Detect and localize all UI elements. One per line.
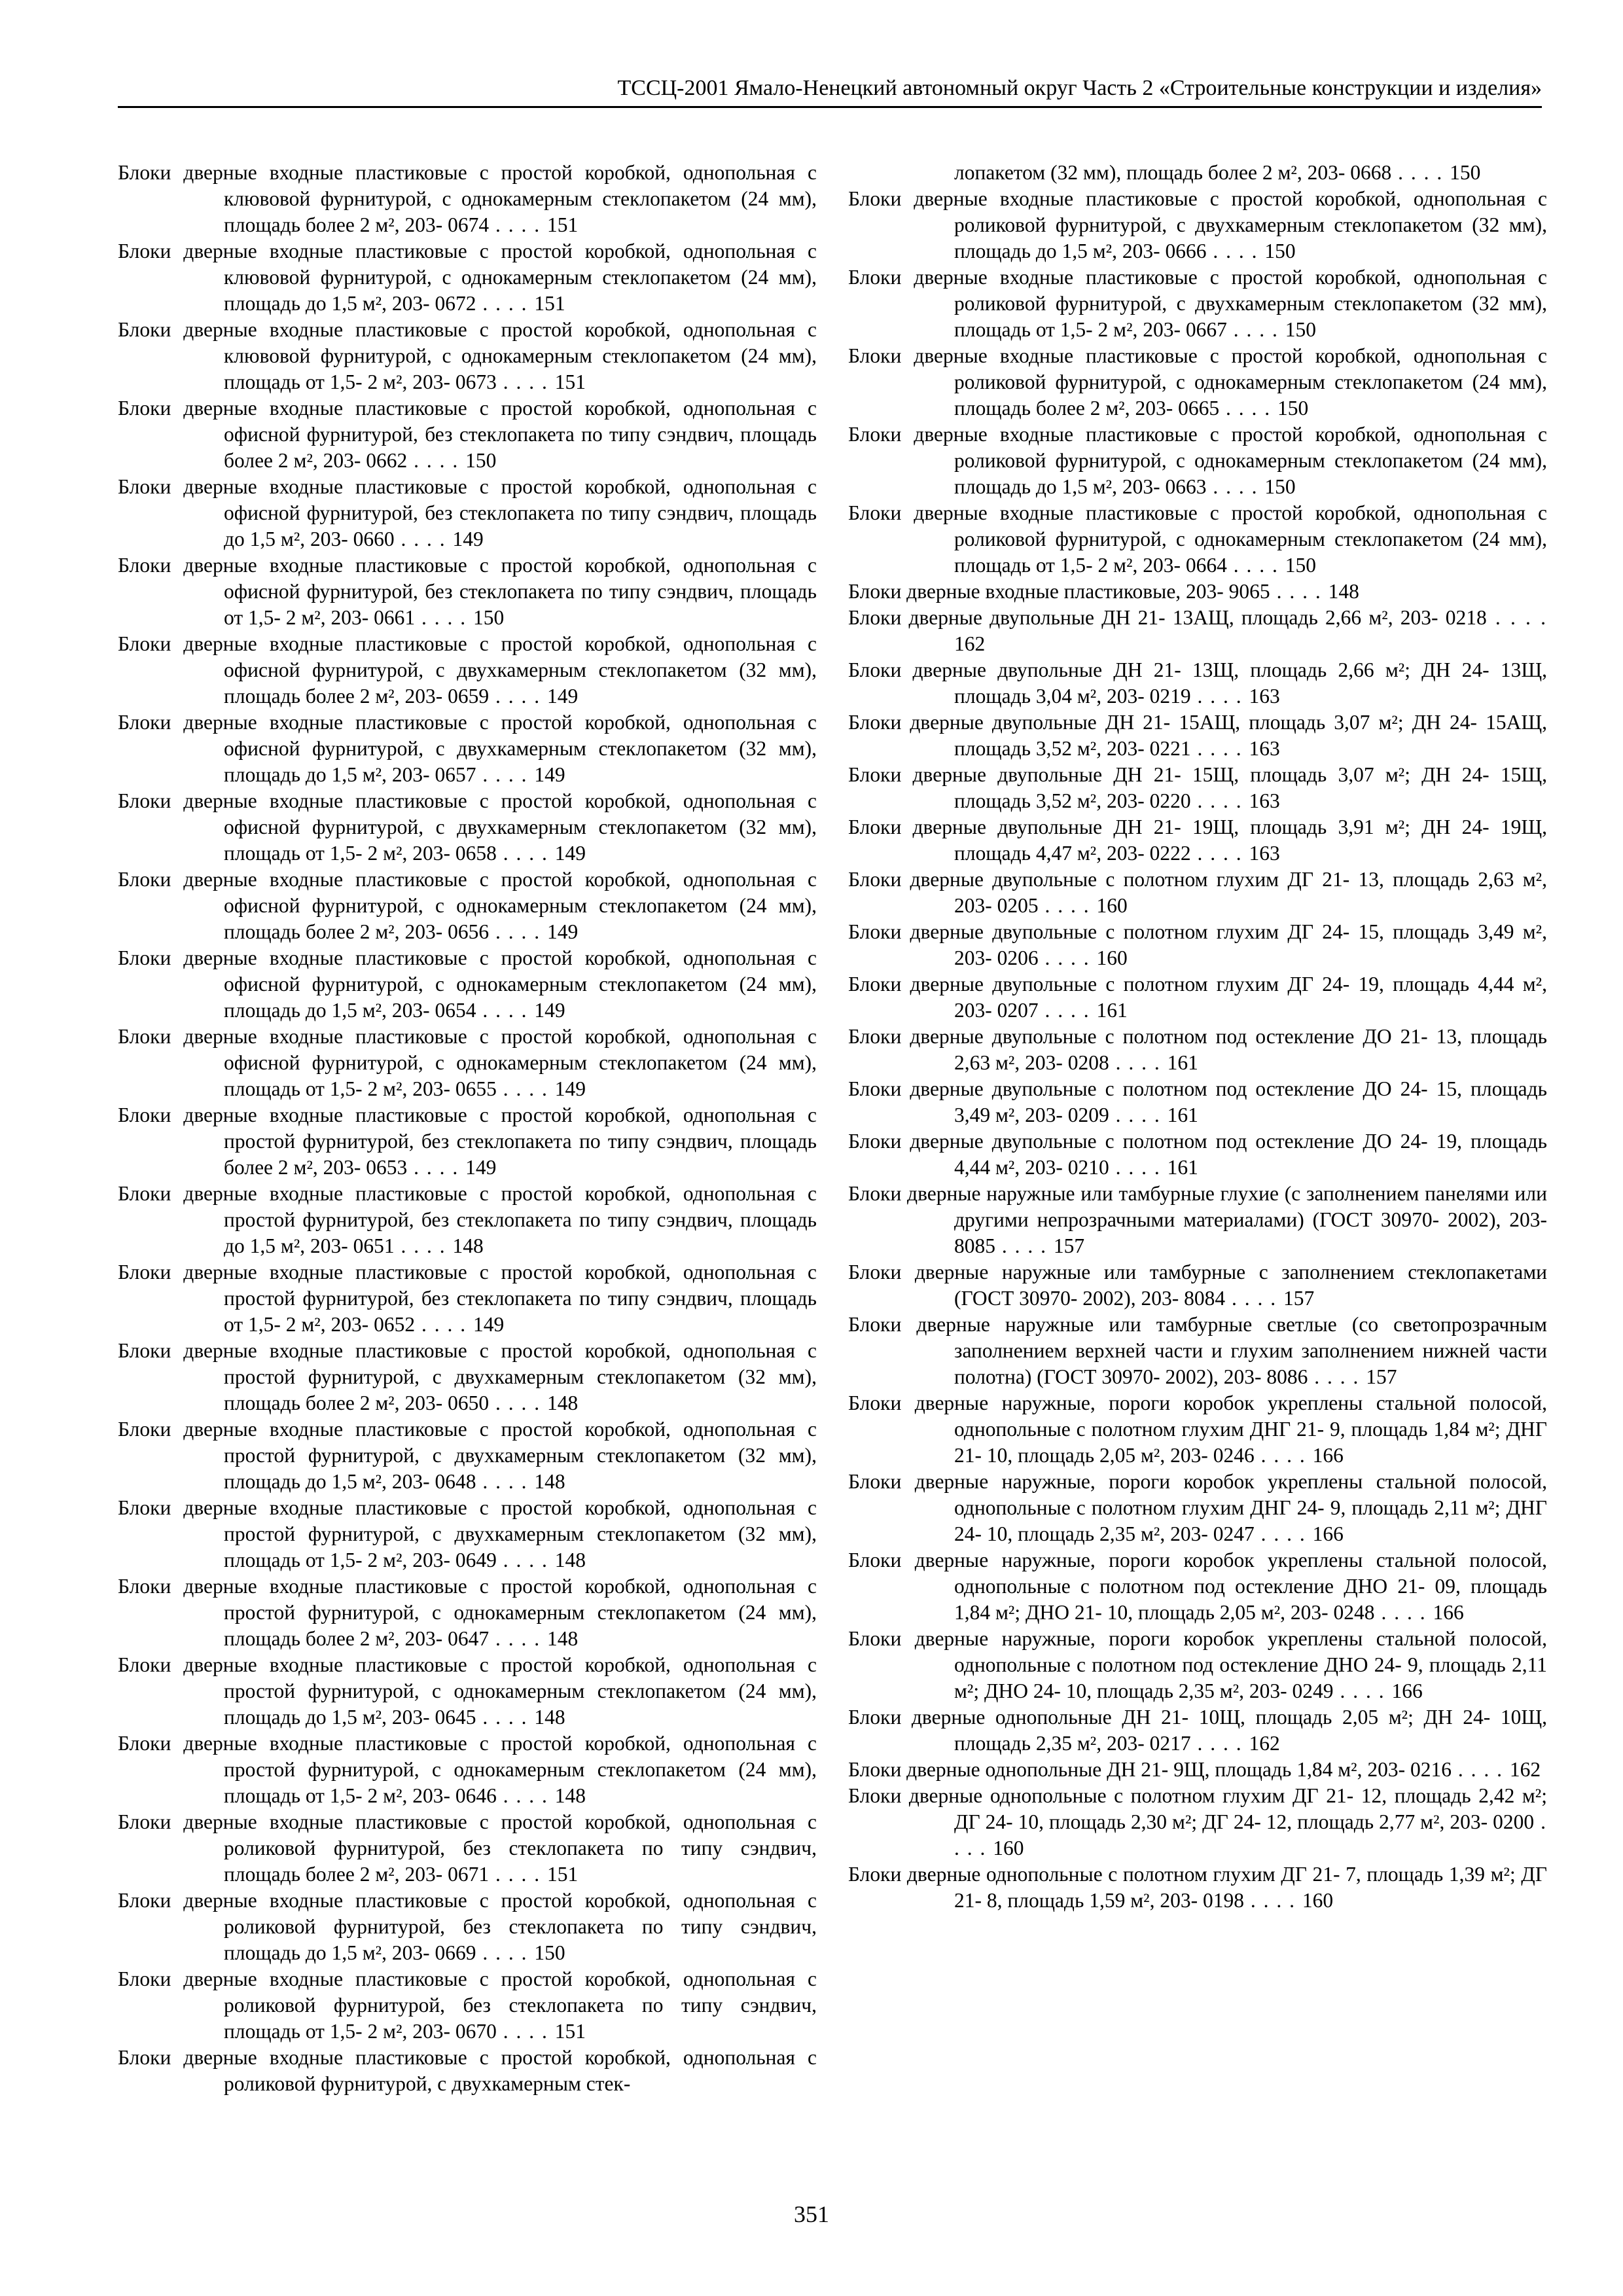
index-entry-text: Блоки дверные входные пластиковые с простой коробкой, однопольная с роликовой фурнитурой, с двухкамерным стеклопакетом (32 мм), площадь от 1,5- 2 м², 203- 0667 xyxy=(848,266,1547,341)
dot-leader: . . . . xyxy=(476,292,535,315)
index-entry xyxy=(118,1731,817,1809)
index-entry-text: Блоки дверные входные пластиковые с простой коробкой, однопольная с офисной фурнитурой, с однокамерным стеклопакетом (24 мм), площадь от 1,5- 2 м², 203- 0655 xyxy=(118,1025,817,1100)
index-entry xyxy=(118,1652,817,1731)
dot-leader: . . . . xyxy=(1109,1156,1168,1179)
index-entry-text: Блоки дверные входные пластиковые с простой коробкой, однопольная с роликовой фурнитурой, без стеклопакета по типу сэндвич, площадь более 2 м², 203- 0671 xyxy=(118,1810,817,1886)
index-entry xyxy=(848,1757,1547,1783)
dot-leader: . . . . xyxy=(1451,1758,1510,1781)
dot-leader: . . . . xyxy=(1109,1051,1168,1074)
index-entry-text: Блоки дверные входные пластиковые с простой коробкой, однопольная с офисной фурнитурой, с двухкамерным стеклопакетом (32 мм), площадь более 2 м², 203- 0659 xyxy=(118,632,817,708)
dot-leader: . . . . xyxy=(496,842,555,865)
index-entry-page: 148 xyxy=(554,1549,586,1571)
index-entry-text: Блоки дверные двупольные с полотном под остекление ДО 24- 15, площадь 3,49 м², 203- 0209 xyxy=(848,1077,1547,1126)
index-entry xyxy=(848,1390,1547,1469)
dot-leader: . . . . xyxy=(489,1391,547,1414)
index-entry-text: Блоки дверные входные пластиковые с простой коробкой, однопольная с офисной фурнитурой, без стеклопакета по типу сэндвич, площадь от 1,5- 2 м², 203- 0661 xyxy=(118,554,817,629)
index-entry-page: 151 xyxy=(547,213,579,236)
index-entry-page: 149 xyxy=(547,685,579,708)
dot-leader: . . . . xyxy=(1190,737,1249,760)
dot-leader: . . . . xyxy=(1391,161,1450,184)
index-entry xyxy=(848,919,1547,971)
dot-leader: . . . . xyxy=(394,528,453,550)
dot-leader: . . . . xyxy=(394,1234,453,1257)
index-entry-text: Блоки дверные входные пластиковые с простой коробкой, однопольная с роликовой фурнитурой, без стеклопакета по типу сэндвич, площадь до 1,5 м², 203- 0669 xyxy=(118,1889,817,1964)
dot-leader: . . . . xyxy=(1038,946,1097,969)
dot-leader: . . . . xyxy=(496,370,555,393)
index-entry-page: 161 xyxy=(1167,1156,1198,1179)
index-entry-text: Блоки дверные двупольные с полотном глухим ДГ 21- 13, площадь 2,63 м², 203- 0205 xyxy=(848,868,1547,917)
index-entry-page: 157 xyxy=(1366,1365,1397,1388)
index-entry-text: Блоки дверные наружные, пороги коробок укреплены стальной полосой, однопольные с полотном под остекление ДНО 24- 9, площадь 2,11 м²; ДНО 24- 10, площадь 2,35 м², 203- 0249 xyxy=(848,1627,1547,1702)
index-entry-text: Блоки дверные двупольные с полотном под остекление ДО 24- 19, площадь 4,44 м², 203- 0210 xyxy=(848,1130,1547,1179)
index-entry-page: 151 xyxy=(534,292,565,315)
index-entry-text: Блоки дверные входные пластиковые с простой коробкой, однопольная с простой фурнитурой, без стеклопакета по типу сэндвич, площадь до 1,5 м², 203- 0651 xyxy=(118,1182,817,1257)
index-entry-text: Блоки дверные входные пластиковые с простой коробкой, однопольная с офисной фурнитурой, с однокамерным стеклопакетом (24 мм), площадь до 1,5 м², 203- 0654 xyxy=(118,946,817,1022)
dot-leader: . . . . xyxy=(489,685,547,708)
dot-leader: . . . . xyxy=(1219,397,1277,420)
dot-leader: . . . . xyxy=(1486,606,1548,629)
index-entry-text: Блоки дверные однопольные с полотном глухим ДГ 21- 7, площадь 1,39 м²; ДГ 21- 8, площадь 1,59 м², 203- 0198 xyxy=(848,1863,1547,1912)
index-entry-page: 149 xyxy=(554,1077,586,1100)
index-entry-page: 160 xyxy=(1302,1889,1334,1912)
index-entry-text: Блоки дверные двупольные ДН 21- 15Щ, площадь 3,07 м²; ДН 24- 15Щ, площадь 3,52 м², 203- 0220 xyxy=(848,763,1547,812)
index-entry-text: Блоки дверные входные пластиковые с простой коробкой, однопольная с офисной фурнитурой, без стеклопакета по типу сэндвич, площадь до 1,5 м², 203- 0660 xyxy=(118,475,817,550)
index-entry-page: 149 xyxy=(465,1156,497,1179)
index-entry xyxy=(848,1128,1547,1181)
dot-leader: . . . . xyxy=(489,1627,547,1650)
index-entry-page: 162 xyxy=(1509,1758,1541,1781)
dot-leader: . . . . xyxy=(496,1549,555,1571)
index-entry xyxy=(848,1181,1547,1259)
index-entry-text: Блоки дверные двупольные ДН 21- 13Щ, площадь 2,66 м²; ДН 24- 13Щ, площадь 3,04 м², 203- 0219 xyxy=(848,658,1547,708)
index-entry-text: Блоки дверные входные пластиковые с простой коробкой, однопольная с простой фурнитурой, без стеклопакета по типу сэндвич, площадь более 2 м², 203- 0653 xyxy=(118,1103,817,1179)
index-entry xyxy=(118,395,817,474)
index-entry-page: 148 xyxy=(547,1627,579,1650)
index-entry-text: Блоки дверные двупольные с полотном глухим ДГ 24- 19, площадь 4,44 м², 203- 0207 xyxy=(848,973,1547,1022)
index-entry xyxy=(848,971,1547,1024)
index-entry-page: 150 xyxy=(1450,161,1481,184)
dot-leader: . . . . xyxy=(476,1470,535,1493)
index-entry xyxy=(848,343,1547,422)
index-entry-text: Блоки дверные входные пластиковые с простой коробкой, однопольная с клювовой фурнитурой, с однокамерным стеклопакетом (24 мм), площадь от 1,5- 2 м², 203- 0673 xyxy=(118,318,817,393)
index-entry-page: 148 xyxy=(547,1391,579,1414)
index-entry-page: 160 xyxy=(1096,946,1128,969)
index-entry-text: Блоки дверные входные пластиковые с простой коробкой, однопольная с офисной фурнитурой, с двухкамерным стеклопакетом (32 мм), площадь до 1,5 м², 203- 0657 xyxy=(118,711,817,786)
running-header xyxy=(118,72,1542,108)
index-entry-text: Блоки дверные наружные, пороги коробок укреплены стальной полосой, однопольные с полотном глухим ДНГ 21- 9, площадь 1,84 м²; ДНГ 21- 10, площадь 2,05 м², 203- 0246 xyxy=(848,1391,1547,1467)
index-entry xyxy=(848,186,1547,264)
index-entry xyxy=(118,1966,817,2045)
index-entry-page: 151 xyxy=(554,370,586,393)
index-entry-text: Блоки дверные входные пластиковые с простой коробкой, однопольная с простой фурнитурой, с однокамерным стеклопакетом (24 мм), площадь от 1,5- 2 м², 203- 0646 xyxy=(118,1732,817,1807)
index-entry-page: 163 xyxy=(1249,789,1280,812)
index-entry xyxy=(118,1102,817,1181)
index-entry-text: лопакетом (32 мм), площадь более 2 м², 203- 0668 xyxy=(954,161,1392,184)
index-entry-page: 163 xyxy=(1249,842,1280,865)
index-entry-page: 149 xyxy=(534,999,565,1022)
index-entry-text: Блоки дверные входные пластиковые с простой коробкой, однопольная с простой фурнитурой, с двухкамерным стеклопакетом (32 мм), площадь до 1,5 м², 203- 0648 xyxy=(118,1418,817,1493)
dot-leader: . . . . xyxy=(476,1706,535,1729)
index-entry-text: Блоки дверные входные пластиковые с простой коробкой, однопольная с простой фурнитурой, без стеклопакета по типу сэндвич, площадь от 1,5- 2 м², 203- 0652 xyxy=(118,1261,817,1336)
index-entry xyxy=(848,1469,1547,1547)
index-entry-page: 162 xyxy=(954,632,986,655)
index-entry-page: 163 xyxy=(1249,737,1280,760)
index-entry xyxy=(848,762,1547,814)
index-entry xyxy=(848,1259,1547,1312)
index-entry-page: 149 xyxy=(452,528,484,550)
index-entry xyxy=(848,814,1547,867)
dot-leader: . . . . xyxy=(1270,580,1329,603)
dot-leader: . . . . xyxy=(407,449,466,472)
dot-leader: . . . . xyxy=(1038,894,1097,917)
index-entry-text: Блоки дверные входные пластиковые с простой коробкой, однопольная с офисной фурнитурой, с однокамерным стеклопакетом (24 мм), площадь более 2 м², 203- 0656 xyxy=(118,868,817,943)
index-entry-page: 160 xyxy=(993,1837,1024,1859)
index-entry-page: 150 xyxy=(1277,397,1309,420)
index-entry xyxy=(848,709,1547,762)
dot-leader: . . . . xyxy=(1254,1444,1313,1467)
dot-leader: . . . . xyxy=(1038,999,1097,1022)
index-entry-page: 149 xyxy=(534,763,565,786)
index-entry-page: 162 xyxy=(1249,1732,1280,1755)
dot-leader: . . . . xyxy=(1243,1889,1302,1912)
index-entry xyxy=(118,238,817,317)
dot-leader: . . . . xyxy=(1109,1103,1168,1126)
index-entry xyxy=(848,1024,1547,1076)
index-entry-page: 151 xyxy=(554,2020,586,2043)
index-entry-text: Блоки дверные однопольные с полотном глухим ДГ 21- 12, площадь 2,42 м²; ДГ 24- 10, площадь 2,30 м²; ДГ 24- 12, площадь 2,77 м², 203- 0200 xyxy=(848,1784,1547,1833)
index-entry-page: 160 xyxy=(1096,894,1128,917)
index-entry xyxy=(118,1259,817,1338)
index-entry-text: Блоки дверные входные пластиковые с простой коробкой, однопольная с простой фурнитурой, с двухкамерным стеклопакетом (32 мм), площадь от 1,5- 2 м², 203- 0649 xyxy=(118,1496,817,1571)
index-entry xyxy=(848,1547,1547,1626)
index-entry xyxy=(118,709,817,788)
index-entry-page: 166 xyxy=(1433,1601,1464,1624)
dot-leader: . . . . xyxy=(1226,554,1285,577)
index-entry xyxy=(848,1861,1547,1914)
dot-leader: . . . . xyxy=(489,920,547,943)
dot-leader: . . . . xyxy=(1190,789,1249,812)
dot-leader: . . . . xyxy=(1190,842,1249,865)
index-entry-page: 157 xyxy=(1283,1287,1315,1310)
index-entry xyxy=(848,500,1547,579)
index-column-left xyxy=(118,160,817,2097)
index-entry-page: 148 xyxy=(1328,580,1359,603)
index-entry xyxy=(118,631,817,709)
page-number: 351 xyxy=(794,2201,829,2227)
dot-leader: . . . . xyxy=(415,606,473,629)
index-entry-text: Блоки дверные входные пластиковые с простой коробкой, однопольная с клювовой фурнитурой, с однокамерным стеклопакетом (24 мм), площадь до 1,5 м², 203- 0672 xyxy=(118,240,817,315)
index-entry-page: 166 xyxy=(1312,1522,1344,1545)
index-entry-text: Блоки дверные входные пластиковые с простой коробкой, однопольная с простой фурнитурой, с однокамерным стеклопакетом (24 мм), площадь более 2 м², 203- 0647 xyxy=(118,1575,817,1650)
index-entry-text: Блоки дверные двупольные ДН 21- 15АЩ, площадь 3,07 м²; ДН 24- 15АЩ, площадь 3,52 м², 203- 0221 xyxy=(848,711,1547,760)
dot-leader: . . . . xyxy=(954,1810,1547,1859)
index-entry-text: Блоки дверные входные пластиковые с простой коробкой, однопольная с роликовой фурнитурой, с однокамерным стеклопакетом (24 мм), площадь до 1,5 м², 203- 0663 xyxy=(848,423,1547,498)
index-entry-page: 149 xyxy=(547,920,579,943)
dot-leader: . . . . xyxy=(476,1941,535,1964)
index-entry-text: Блоки дверные входные пластиковые с простой коробкой, однопольная с роликовой фурнитурой, с однокамерным стеклопакетом (24 мм), площадь более 2 м², 203- 0665 xyxy=(848,344,1547,420)
dot-leader: . . . . xyxy=(1206,240,1265,262)
index-entry-page: 148 xyxy=(554,1784,586,1807)
index-entry-page: 150 xyxy=(1285,318,1317,341)
dot-leader: . . . . xyxy=(476,763,535,786)
index-entry-text: Блоки дверные входные пластиковые с простой коробкой, однопольная с роликовой фурнитурой, с двухкамерным стеклопакетом (32 мм), площадь до 1,5 м², 203- 0666 xyxy=(848,187,1547,262)
index-entry xyxy=(848,422,1547,500)
index-entry-page: 161 xyxy=(1167,1103,1198,1126)
index-entry xyxy=(848,605,1547,657)
dot-leader: . . . . xyxy=(1308,1365,1366,1388)
index-entry-page: 163 xyxy=(1249,685,1280,708)
index-entry-text: Блоки дверные входные пластиковые с простой коробкой, однопольная с роликовой фурнитурой, с однокамерным стеклопакетом (24 мм), площадь от 1,5- 2 м², 203- 0664 xyxy=(848,501,1547,577)
index-entry-page: 150 xyxy=(1264,240,1296,262)
index-entry xyxy=(118,1416,817,1495)
index-entry xyxy=(118,1338,817,1416)
dot-leader: . . . . xyxy=(1190,1732,1249,1755)
index-entry xyxy=(848,867,1547,919)
index-entry-page: 150 xyxy=(1285,554,1317,577)
index-entry-page: 150 xyxy=(465,449,497,472)
index-entry-text: Блоки дверные наружные или тамбурные с заполнением стеклопакетами (ГОСТ 30970- 2002), 203- 8084 xyxy=(848,1261,1547,1310)
index-entry-page: 148 xyxy=(534,1470,565,1493)
dot-leader: . . . . xyxy=(1226,318,1285,341)
index-entry xyxy=(118,160,817,238)
index-entry-text: Блоки дверные двупольные ДН 21- 19Щ, площадь 3,91 м²; ДН 24- 19Щ, площадь 4,47 м², 203- 0222 xyxy=(848,816,1547,865)
index-entry xyxy=(118,1809,817,1888)
index-entry-text: Блоки дверные входные пластиковые с простой коробкой, однопольная с простой фурнитурой, с однокамерным стеклопакетом (24 мм), площадь до 1,5 м², 203- 0645 xyxy=(118,1653,817,1729)
index-entry-text: Блоки дверные однопольные ДН 21- 10Щ, площадь 2,05 м²; ДН 24- 10Щ, площадь 2,35 м², 203- 0217 xyxy=(848,1706,1547,1755)
dot-leader: . . . . xyxy=(1206,475,1265,498)
index-entry-text: Блоки дверные наружные, пороги коробок укреплены стальной полосой, однопольные с полотном глухим ДНГ 24- 9, площадь 2,11 м²; ДНГ 24- 10, площадь 2,35 м², 203- 0247 xyxy=(848,1470,1547,1545)
index-entry-page: 148 xyxy=(534,1706,565,1729)
index-entry-page: 166 xyxy=(1312,1444,1344,1467)
index-entry xyxy=(118,1181,817,1259)
index-entry-page: 161 xyxy=(1096,999,1128,1022)
index-entry-page: 161 xyxy=(1167,1051,1198,1074)
index-entry-text: Блоки дверные входные пластиковые с простой коробкой, однопольная с клювовой фурнитурой, с однокамерным стеклопакетом (24 мм), площадь более 2 м², 203- 0674 xyxy=(118,161,817,236)
index-entry-text: Блоки дверные входные пластиковые с простой коробкой, однопольная с офисной фурнитурой, без стеклопакета по типу сэндвич, площадь более 2 м², 203- 0662 xyxy=(118,397,817,472)
index-entry-page: 151 xyxy=(547,1863,579,1886)
dot-leader: . . . . xyxy=(1374,1601,1433,1624)
index-entry xyxy=(118,1573,817,1652)
index-entry-text: Блоки дверные входные пластиковые с простой коробкой, однопольная с офисной фурнитурой, с двухкамерным стеклопакетом (32 мм), площадь от 1,5- 2 м², 203- 0658 xyxy=(118,789,817,865)
dot-leader: . . . . xyxy=(1225,1287,1284,1310)
index-entry-text: Блоки дверные входные пластиковые с простой коробкой, однопольная с роликовой фурнитурой, с двухкамерным стек- xyxy=(118,2046,817,2095)
index-entry xyxy=(118,317,817,395)
index-entry-text: Блоки дверные двупольные ДН 21- 13АЩ, площадь 2,66 м², 203- 0218 xyxy=(848,606,1487,629)
index-entry-page: 166 xyxy=(1391,1679,1423,1702)
dot-leader: . . . . xyxy=(476,999,535,1022)
index-entry-text: Блоки дверные входные пластиковые с простой коробкой, однопольная с простой фурнитурой, с двухкамерным стеклопакетом (32 мм), площадь более 2 м², 203- 0650 xyxy=(118,1339,817,1414)
header-title: ТССЦ-2001 Ямало-Ненецкий автономный округ Часть 2 «Строительные конструкции и изделия» xyxy=(617,76,1542,100)
index-column-right xyxy=(848,160,1547,1914)
index-entry-text: Блоки дверные двупольные с полотном под остекление ДО 21- 13, площадь 2,63 м², 203- 0208 xyxy=(848,1025,1547,1074)
index-entry-text: Блоки дверные входные пластиковые, 203- 9065 xyxy=(848,580,1270,603)
index-entry xyxy=(848,657,1547,709)
index-entry-page: 149 xyxy=(473,1313,505,1336)
dot-leader: . . . . xyxy=(496,1077,555,1100)
index-entry-text: Блоки дверные наружные, пороги коробок укреплены стальной полосой, однопольные с полотном под остекление ДНО 21- 09, площадь 1,84 м²; ДНО 21- 10, площадь 2,05 м², 203- 0248 xyxy=(848,1549,1547,1624)
index-entry xyxy=(118,1888,817,1966)
dot-leader: . . . . xyxy=(496,1784,555,1807)
index-entry-page: 149 xyxy=(554,842,586,865)
index-entry-text: Блоки дверные входные пластиковые с простой коробкой, однопольная с роликовой фурнитурой, без стеклопакета по типу сэндвич, площадь от 1,5- 2 м², 203- 0670 xyxy=(118,1967,817,2043)
dot-leader: . . . . xyxy=(1333,1679,1392,1702)
index-entry-page: 150 xyxy=(534,1941,565,1964)
index-entry xyxy=(118,474,817,552)
dot-leader: . . . . xyxy=(489,213,547,236)
index-entry xyxy=(118,867,817,945)
index-entry xyxy=(848,579,1547,605)
index-entry-page: 148 xyxy=(452,1234,484,1257)
index-entry xyxy=(848,1312,1547,1390)
index-entry xyxy=(848,264,1547,343)
index-entry-text: Блоки дверные двупольные с полотном глухим ДГ 24- 15, площадь 3,49 м², 203- 0206 xyxy=(848,920,1547,969)
index-entry-page: 150 xyxy=(1264,475,1296,498)
index-entry xyxy=(848,1783,1547,1861)
index-entry xyxy=(118,1495,817,1573)
index-entry-text: Блоки дверные однопольные ДН 21- 9Щ, площадь 1,84 м², 203- 0216 xyxy=(848,1758,1452,1781)
index-entry xyxy=(848,1704,1547,1757)
index-entry-text: Блоки дверные наружные или тамбурные светлые (со светопрозрачным заполнением верхней части и глухим заполнением нижней части полотна) (ГОСТ 30970- 2002), 203- 8086 xyxy=(848,1313,1547,1388)
index-entry xyxy=(848,1076,1547,1128)
index-entry xyxy=(118,2045,817,2097)
index-entry-page: 157 xyxy=(1053,1234,1085,1257)
dot-leader: . . . . xyxy=(995,1234,1054,1257)
dot-leader: . . . . xyxy=(496,2020,555,2043)
index-entry xyxy=(118,788,817,867)
index-entry-page: 150 xyxy=(473,606,505,629)
index-entry xyxy=(848,1626,1547,1704)
index-entry xyxy=(118,945,817,1024)
dot-leader: . . . . xyxy=(489,1863,547,1886)
dot-leader: . . . . xyxy=(415,1313,473,1336)
dot-leader: . . . . xyxy=(1190,685,1249,708)
index-entry-text: Блоки дверные наружные или тамбурные глухие (с заполнением панелями или другими непрозрачными материалами) (ГОСТ 30970- 2002), 203- 8085 xyxy=(848,1182,1547,1257)
index-entry xyxy=(848,160,1547,186)
index-entry xyxy=(118,1024,817,1102)
dot-leader: . . . . xyxy=(407,1156,466,1179)
dot-leader: . . . . xyxy=(1254,1522,1313,1545)
index-entry xyxy=(118,552,817,631)
